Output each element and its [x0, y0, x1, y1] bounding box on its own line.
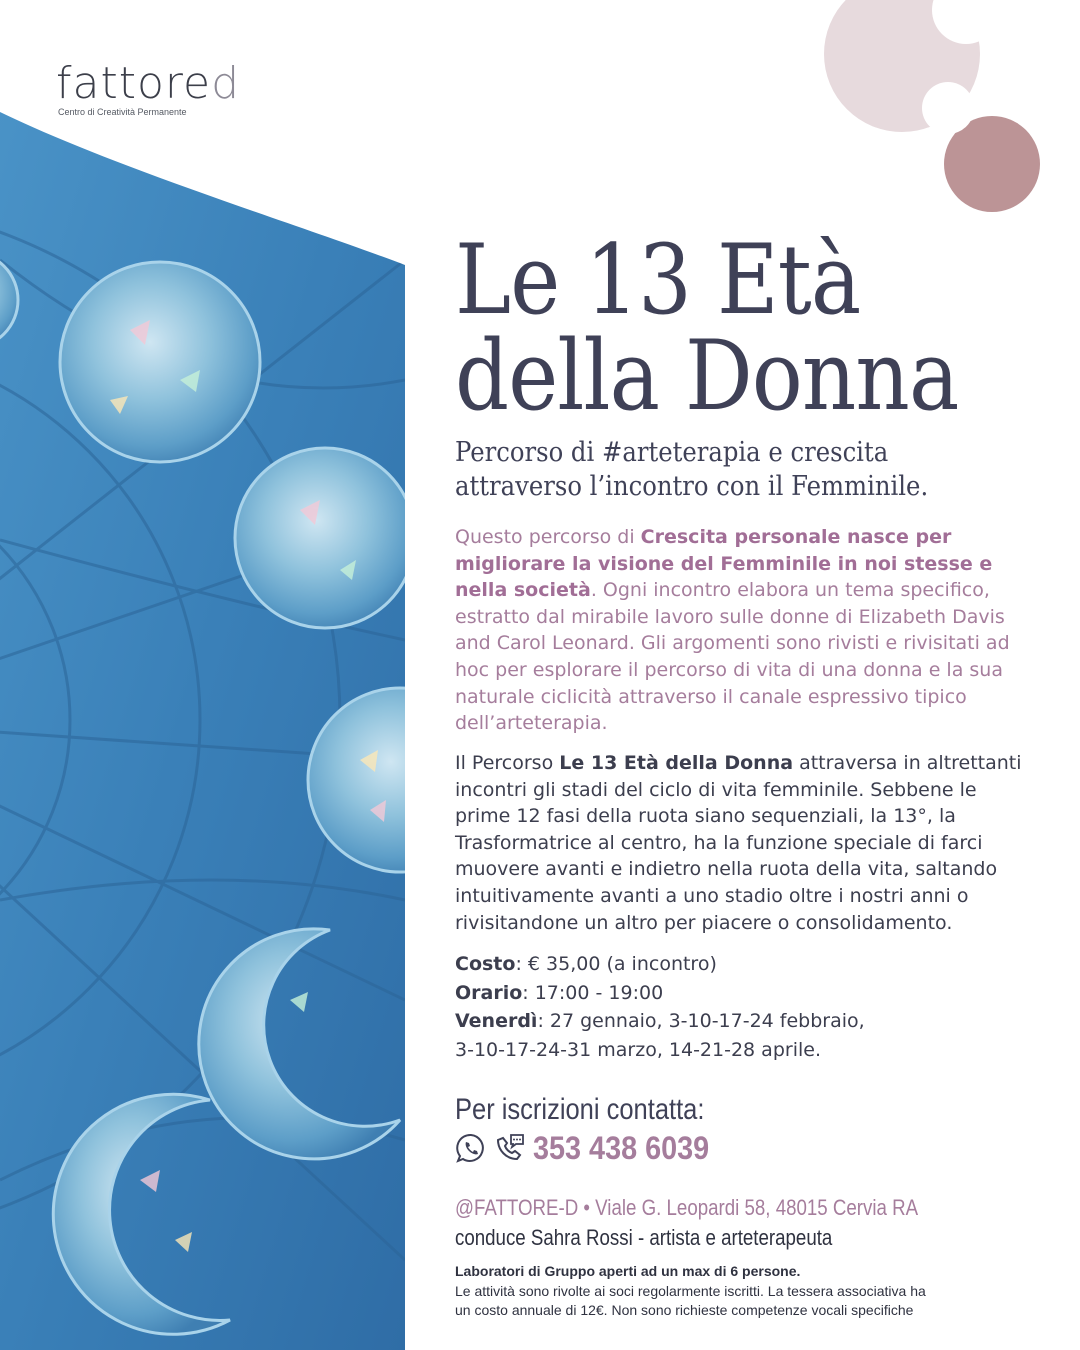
footnote-bold: Laboratori di Gruppo aperti ad un max di 6 persone. [455, 1263, 801, 1279]
brand-suffix: d [211, 58, 241, 109]
description-paragraph [455, 750, 1035, 936]
subtitle-line-2: attraverso l’incontro con il Femminile. [455, 471, 929, 502]
intro-paragraph [455, 524, 1030, 737]
decorative-circles [820, 0, 1080, 230]
event-details [455, 950, 1035, 1064]
cost-row [455, 950, 1035, 979]
cost-label: Costo [455, 953, 516, 975]
intro-lead: Questo percorso di [455, 526, 641, 548]
days-value-2: 3-10-17-24-31 marzo, 14-21-28 aprile. [455, 1038, 821, 1061]
brand-name: fattore [56, 58, 212, 109]
description-rest: attraversa in altrettanti incontri gli stadi del ciclo di vita femminile. Sebbene le prime 12 fasi della ruota siano sequenziali, la 13°, la Trasformatrice al centro, ha la funzione speciale di farci muovere avanti e indietro nella ruota della vita, saltando intuitivamente avanti a uno stadio oltre i nostri anni o rivisitandone un altro per piacere o consolidamento. [455, 752, 1022, 934]
footnote-line-3: un costo annuale di 12€. Non sono richieste competenze vocali specifiche [455, 1302, 914, 1318]
title-line-2: della Donna [455, 320, 959, 432]
contact-label: Per iscrizioni contatta: [455, 1093, 705, 1126]
phone-call-icon[interactable] [493, 1132, 525, 1164]
address-line: @FATTORE-D • Viale G. Leopardi 58, 48015 Cervia RA [455, 1195, 919, 1220]
brand-logo [56, 58, 240, 117]
phone-row [455, 1128, 1035, 1168]
time-value: : 17:00 - 19:00 [522, 981, 664, 1004]
days-row [455, 1007, 1035, 1036]
conductor-line: conduce Sahra Rossi - artista e arteterapeuta [455, 1225, 833, 1250]
description-bold: Le 13 Età della Donna [559, 752, 794, 774]
whatsapp-icon[interactable] [455, 1132, 487, 1164]
footnote-line-2: Le attività sono rivolte ai soci regolarmente iscritti. La tessera associativa ha [455, 1282, 926, 1299]
brand-tagline: Centro di Creatività Permanente [58, 107, 187, 117]
phone-number[interactable]: 353 438 6039 [533, 1129, 710, 1166]
time-label: Orario [455, 981, 523, 1004]
cost-value: : € 35,00 (a incontro) [515, 953, 717, 975]
days-label: Venerdì [455, 1010, 538, 1032]
poster-title [455, 224, 1018, 432]
description-lead: Il Percorso [455, 752, 560, 774]
intro-bold: Crescita personale nasce per migliorare la visione del Femminile in noi stesse e nella società [455, 526, 993, 602]
intro-rest: . Ogni incontro elabora un tema specifico, estratto dal mirabile lavoro sulle donne di Elizabeth Davis and Carol Leonard. Gli argomenti sono rivisti e rivisitati ad hoc per esplorare il percorso di vita di una donna e la sua naturale ciclicità attraverso il canale espressivo tipico dell’arteterapia. [455, 579, 1010, 735]
days-value-1: : 27 gennaio, 3-10-17-24 febbraio, [537, 1010, 865, 1032]
title-line-1: Le 13 Età [455, 224, 861, 336]
poster-subtitle [455, 436, 1031, 504]
time-row [455, 979, 1035, 1008]
subtitle-line-1: Percorso di #arteterapia e crescita [455, 437, 889, 468]
brand-wordmark [56, 58, 240, 110]
resin-artwork-image [0, 0, 405, 1350]
footnotes [455, 1262, 1035, 1321]
